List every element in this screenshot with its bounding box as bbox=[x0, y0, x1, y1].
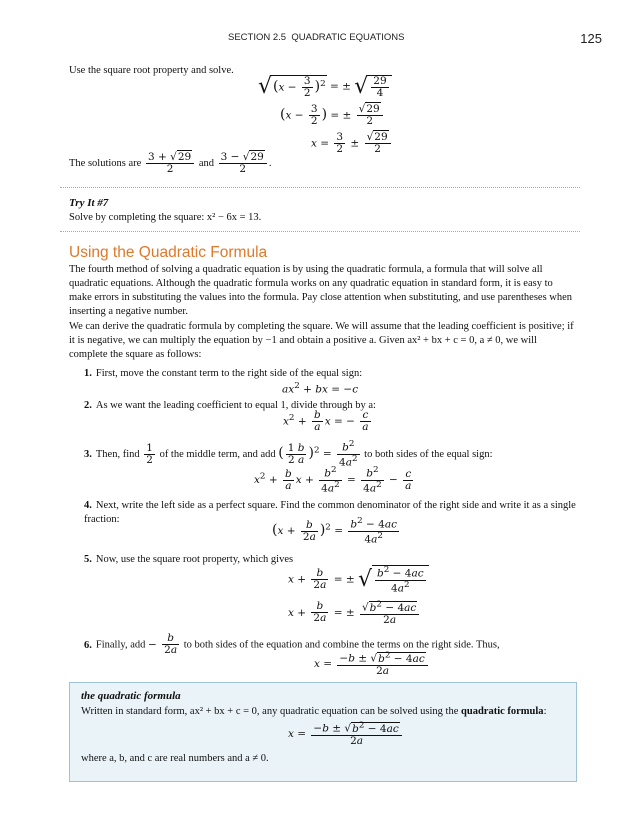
box-formula: x = $\frac{-b \pm √b^2 - 4ac}{2a}$ bbox=[288, 721, 404, 747]
header-title: SECTION 2.5 QUADRATIC EQUATIONS bbox=[228, 32, 405, 43]
box-text: Written in standard form, ax² + bx + c = 0, any quadratic equation can be solved using the quadratic formula: bbox=[81, 706, 547, 717]
instruction-text: Use the square root property and solve. bbox=[69, 65, 234, 76]
running-header bbox=[0, 30, 630, 46]
try-it-text: Solve by completing the square: x² − 6x = 13. bbox=[69, 212, 262, 223]
paragraph-1: The fourth method of solving a quadratic equation is by using the quadratic formula, a formula that will solve all quadratic equations. Although the quadratic formula works on any quadratic equation in standard form, it is easy to make errors in substituting the values into the formula. Pay close attention when substituting, and use parentheses when inserting a negative number. bbox=[69, 264, 573, 317]
equation-2: (x − $\frac{3}{2}$ ) = ± $\frac{√29}{2}$ bbox=[280, 104, 385, 127]
step-1: 1. First, move the constant term to the right side of the equal sign: bbox=[84, 368, 363, 379]
step-5: 5. Now, use the square root property, which gives bbox=[84, 554, 294, 565]
step-2: 2. As we want the leading coefficient to equal 1, divide through by a: bbox=[84, 400, 376, 411]
step-4: 4. Next, write the left side as a perfect square. Find the common denominator of the right side and write it as a single fraction: bbox=[84, 500, 576, 525]
try-it-label: Try It #7 bbox=[69, 197, 109, 209]
section-heading: Using the Quadratic Formula bbox=[69, 244, 268, 261]
divider-top bbox=[60, 187, 580, 188]
step-2-equation: $x^2$ + $\frac{b}{a}$ x = − $\frac{c}{a}$ bbox=[283, 409, 369, 434]
box-where: where a, b, and c are real numbers and a ≠ 0. bbox=[81, 753, 269, 764]
step-4-equation: (x + $\frac{b}{2a}$ )$^2$ = $\frac{b^2 - 4ac}{4a^2}$ bbox=[272, 516, 397, 546]
equation-1: √(x − $\frac{3}{2}$ )$^2$ = ± √ $\frac{29}{4}$ bbox=[258, 72, 392, 101]
paragraph-2: We can derive the quadratic formula by completing the square. We will assume that the leading coefficient is positive; if it is negative, we can multiply the equation by −1 and obtain a positive a. Given ax² + bx + c = 0, a ≠ 0, we will complete the square as follows: bbox=[69, 321, 574, 360]
page-number: 125 bbox=[580, 31, 602, 46]
box-title: the quadratic formula bbox=[81, 690, 181, 702]
step-3: 3. Then, find $\frac{1}{2}$ of the middle term, and add ( $\frac{1 b}{2 a}$ )$^2$ = $\frac{b^2}{4a^2}$ to both sides of the equal sign: bbox=[84, 439, 493, 469]
step-5-equation-b: x + $\frac{b}{2a}$ = ± $\frac{√b^2 - 4ac}{2a}$ bbox=[288, 600, 421, 626]
step-3-equation: $x^2$ + $\frac{b}{a}$ x + $\frac{b^2}{4a^2}$ = $\frac{b^2}{4a^2}$ − $\frac{c}{a}$ bbox=[254, 465, 412, 495]
divider-bottom bbox=[60, 231, 580, 232]
equation-3: x = $\frac{3}{2}$ ± $\frac{√29}{2}$ bbox=[311, 132, 393, 155]
step-5-equation-a: x + $\frac{b}{2a}$ = ± √ $\frac{b^2 - 4ac}{4a^2}$ bbox=[288, 565, 429, 594]
step-1-equation: $ax^2$ + bx = −c bbox=[282, 381, 359, 396]
solutions-line: The solutions are $\frac{3 + √29}{2}$ and $\frac{3 - √29}{2}$ . bbox=[69, 151, 272, 176]
step-6-equation: x = $\frac{-b \pm √b^2 - 4ac}{2a}$ bbox=[314, 651, 430, 677]
step-6: 6. Finally, add − $\frac{b}{2a}$ to both sides of the equation and combine the terms on the right side. Thus, bbox=[84, 632, 500, 657]
quadratic-formula-box bbox=[69, 682, 577, 782]
